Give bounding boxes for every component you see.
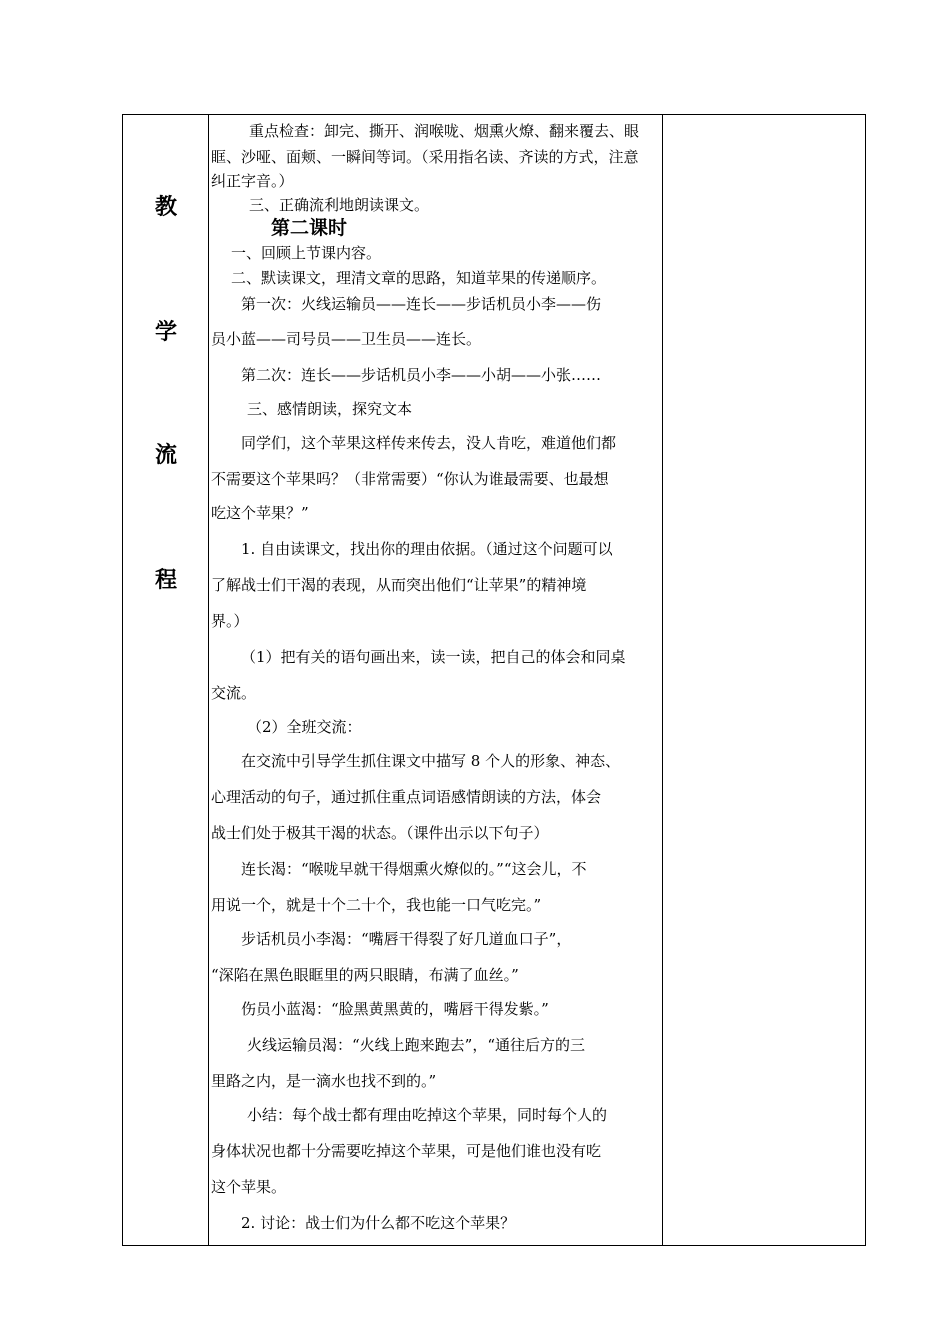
text-line: 第二次：连长——步话机员小李——小胡——小张……	[241, 366, 602, 384]
text-line: 员小蓝——司号员——卫生员——连长。	[211, 330, 482, 348]
text-line: 火线运输员渴：“火线上跑来跑去”，“通往后方的三	[247, 1036, 586, 1054]
text-line: 用说一个，就是十个二十个，我也能一口气吃完。”	[211, 896, 542, 914]
side-label-char-3: 流	[154, 442, 177, 468]
side-label-char-2: 学	[154, 319, 177, 345]
side-label-char-4: 程	[154, 567, 177, 593]
text-line: 2. 讨论：战士们为什么都不吃这个苹果？	[241, 1214, 516, 1232]
text-line: 伤员小蓝渴：“脸黑黄黑黄的，嘴唇干得发紫。”	[241, 1000, 549, 1018]
text-line: “深陷在黑色眼眶里的两只眼睛，布满了血丝。”	[211, 966, 519, 984]
column-divider-right	[662, 115, 663, 1245]
text-line: 重点检查：卸完、撕开、润喉咙、烟熏火燎、翻来覆去、眼	[249, 122, 640, 140]
text-line: 三、正确流利地朗读课文。	[249, 196, 430, 214]
text-line: 第一次：火线运输员——连长——步话机员小李——伤	[241, 295, 602, 313]
text-line: 二、默读课文，理清文章的思路，知道苹果的传递顺序。	[231, 269, 607, 287]
text-line: 1. 自由读课文，找出你的理由依据。（通过这个问题可以	[241, 540, 613, 558]
text-line: （2）全班交流：	[247, 718, 362, 736]
text-line: 心理活动的句子，通过抓住重点词语感情朗读的方法，体会	[211, 788, 602, 806]
text-line: 交流。	[211, 684, 257, 702]
text-line: 在交流中引导学生抓住课文中描写 8 个人的形象、神态、	[241, 752, 621, 770]
side-label-char-1: 教	[154, 194, 177, 220]
teaching-content	[211, 115, 659, 1245]
text-line: 身体状况也都十分需要吃掉这个苹果，可是他们谁也没有吃	[211, 1142, 602, 1160]
text-line: 同学们，这个苹果这样传来传去，没人肯吃，难道他们都	[241, 434, 617, 452]
text-line: 了解战士们干渴的表现，从而突出他们“让苹果”的精神境	[211, 576, 587, 594]
column-divider-left	[208, 115, 209, 1245]
text-line: 步话机员小李渴：“嘴唇干得裂了好几道血口子”，	[241, 930, 572, 948]
text-line: 界。）	[211, 612, 249, 630]
text-line: 战士们处于极其干渴的状态。（课件出示以下句子）	[211, 824, 549, 842]
text-line: （1）把有关的语句画出来，读一读，把自己的体会和同桌	[241, 648, 626, 666]
text-line: 小结：每个战士都有理由吃掉这个苹果，同时每个人的	[247, 1106, 608, 1124]
text-line: 眶、沙哑、面颊、一瞬间等词。（采用指名读、齐读的方式，注意	[211, 148, 639, 166]
lesson-heading: 第二课时	[271, 217, 348, 239]
text-line: 不需要这个苹果吗？（非常需要）“你认为谁最需要、也最想	[211, 470, 609, 488]
lesson-table	[122, 114, 866, 1246]
text-line: 一、回顾上节课内容。	[231, 244, 382, 262]
text-line: 三、感情朗读，探究文本	[247, 400, 413, 418]
text-line: 纠正字音。）	[211, 172, 294, 190]
text-line: 吃这个苹果？”	[211, 504, 309, 522]
text-line: 里路之内，是一滴水也找不到的。”	[211, 1072, 437, 1090]
text-line: 连长渴：“喉咙早就干得烟熏火燎似的。”“这会儿，不	[241, 860, 587, 878]
text-line: 这个苹果。	[211, 1178, 287, 1196]
